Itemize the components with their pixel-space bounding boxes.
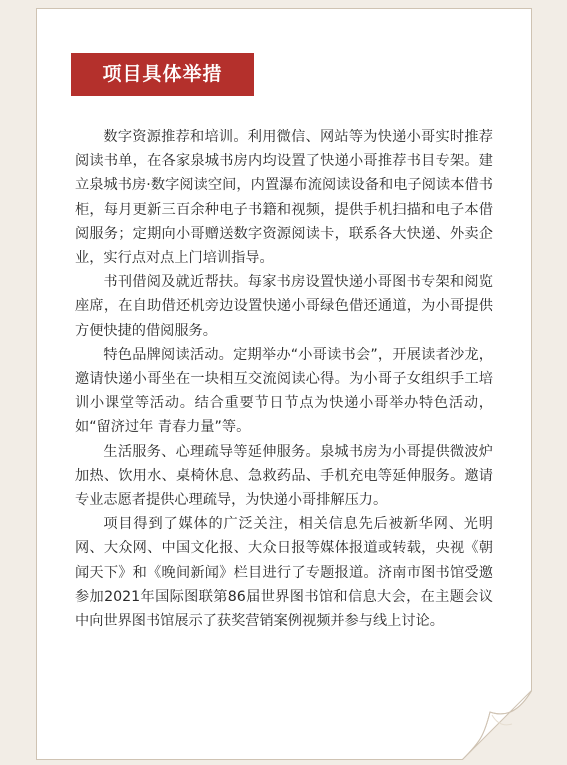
paragraph-reading-activities: 特色品牌阅读活动。定期举办“小哥读书会”，开展读者沙龙，邀请快递小哥坐在一块相互交流阅读心得。为小哥子女组织手工培训小课堂等活动。结合重要节日节点为快递小哥举办特色活动，如“留济过年 青春力量”等。 [75, 346, 493, 436]
paragraph-digital-resources: 数字资源推荐和培训。利用微信、网站等为快递小哥实时推荐阅读书单，在各家泉城书房内均设置了快递小哥推荐书目专架。建立泉城书房·数字阅读空间，内置瀑布流阅读设备和电子阅读本借书柜，每月更新三百余种电子书籍和视频，提供手机扫描和电子本借阅服务；定期向小哥赠送数字资源阅读卡，联系各大快递、外卖企业，实行点对点上门培训指导。 [75, 129, 493, 267]
paragraph-media-coverage: 项目得到了媒体的广泛关注，相关信息先后被新华网、光明网、大众网、中国文化报、大众日报等媒体报道或转载，央视《朝闻天下》和《晚间新闻》栏目进行了专题报道。济南市图书馆受邀参加2021年国际图联第86届世界图书馆和信息大会，在主题会议中向世界图书馆展示了获奖营销案例视频并参与线上讨论。 [75, 516, 493, 630]
page-curl-icon [462, 690, 532, 760]
paper-card [36, 8, 532, 760]
paragraph-life-services: 生活服务、心理疏导等延伸服务。泉城书房为小哥提供微波炉加热、饮用水、桌椅休息、急救药品、手机充电等延伸服务。邀请专业志愿者提供心理疏导，为快递小哥排解压力。 [75, 443, 493, 509]
article-body [75, 125, 493, 633]
paragraph-book-lending: 书刊借阅及就近帮扶。每家书房设置快递小哥图书专架和阅览座席，在自助借还机旁边设置快递小哥绿色借还通道，为小哥提供方便快捷的借阅服务。 [75, 274, 493, 339]
paper-content [37, 9, 531, 759]
page-title: 项目具体举措 [71, 53, 254, 96]
